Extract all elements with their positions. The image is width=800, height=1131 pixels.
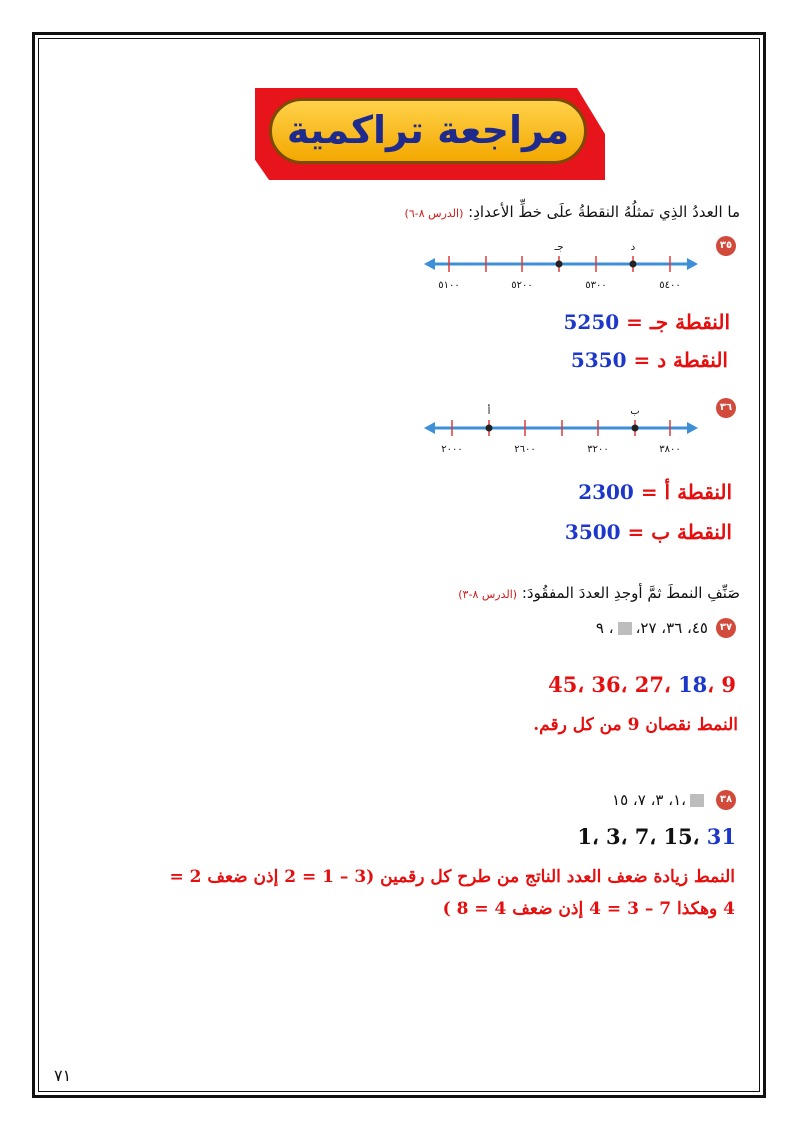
answer-35-jeem — [564, 310, 730, 334]
section1-instruction: ما العددُ الذِي تمثلُهُ النقطةُ علَى خطِّ الأعدادِ: — [468, 203, 740, 221]
answer-38-missing: 31 — [706, 824, 736, 849]
pattern-37: النمط نقصان 9 من كل رقم. — [533, 715, 738, 735]
answer-35-jeem-value: 5250 — [563, 310, 620, 334]
point-label-ba: ب — [630, 406, 640, 417]
answer-37-missing: 18 — [678, 672, 708, 697]
answer-37-end: ، 9 — [707, 672, 736, 697]
answer-35-dal-value: 5350 — [570, 348, 627, 372]
answer-36-alef-value: 2300 — [578, 480, 634, 504]
answer-35-jeem-label: النقطة جـ = — [626, 310, 730, 334]
answer-36-alef-label: النقطة أ = — [640, 480, 732, 504]
section2-heading — [458, 584, 740, 602]
answer-36-ba-value: 3500 — [564, 520, 621, 544]
answer-37-known: 45، 36، 27، — [548, 672, 671, 697]
question-36-number: ٣٦ — [716, 398, 736, 418]
question-38-number: ٣٨ — [716, 790, 736, 810]
answer-37-sequence — [548, 672, 736, 697]
pattern-38-line2: 4 وهكذا 7 – 3 = 4 إذن ضعف 4 = 8 ) — [442, 899, 735, 919]
pattern-38-line1: النمط زيادة ضعف العدد الناتج من طرح كل رقمين (3 – 1 = 2 إذن ضعف 2 = — [169, 867, 735, 887]
tick-label-5100: ٥١٠٠ — [438, 280, 460, 291]
number-line-36 — [420, 402, 710, 462]
tick-label-3200: ٣٢٠٠ — [587, 444, 609, 455]
answer-36-ba-label: النقطة ب = — [627, 520, 732, 544]
page-number: ٧١ — [54, 1066, 72, 1085]
section2-instruction: صَنِّفِ النمطَ ثمَّ أوجدِ العددَ المفقُودَ: — [521, 584, 740, 602]
sequence-38-start: ١، ٣، ٧، ١٥، — [612, 791, 686, 809]
question-37-number: ٣٧ — [716, 618, 736, 638]
sequence-37 — [596, 619, 708, 637]
number-line-36-arrow-left — [424, 422, 435, 434]
sequence-37-end: ، ٩ — [595, 619, 614, 637]
section1-heading — [405, 203, 740, 221]
number-line-35-arrow-right — [687, 258, 698, 270]
number-line-35-arrow-left — [424, 258, 435, 270]
point-alef-36 — [486, 425, 493, 432]
sequence-37-start: ٤٥، ٣٦، ٢٧، — [635, 619, 708, 637]
answer-36-ba — [565, 520, 732, 544]
point-jeem-35 — [556, 261, 563, 268]
answer-38-known: 1، 3، 7، 15، — [577, 824, 700, 849]
tick-label-5300: ٥٣٠٠ — [585, 280, 607, 291]
point-ba-36 — [632, 425, 639, 432]
tick-label-5400: ٥٤٠٠ — [659, 280, 681, 291]
answer-35-dal-label: النقطة د = — [633, 348, 728, 372]
title-banner — [255, 88, 605, 180]
missing-number-box-37 — [618, 622, 632, 635]
section2-lesson-ref: (الدرس ٨-٣) — [458, 588, 518, 601]
tick-label-3800: ٣٨٠٠ — [659, 444, 681, 455]
number-line-35 — [420, 238, 710, 298]
point-label-jeem: جـ — [554, 242, 564, 253]
question-35-number: ٣٥ — [716, 236, 736, 256]
tick-label-2600: ٢٦٠٠ — [514, 444, 536, 455]
section1-lesson-ref: (الدرس ٨-٦) — [404, 207, 464, 220]
answer-36-alef — [578, 480, 732, 504]
point-label-dal: د — [630, 242, 636, 253]
tick-label-5200: ٥٢٠٠ — [511, 280, 533, 291]
banner-title: مراجعة تراكمية — [286, 108, 570, 152]
answer-35-dal — [571, 348, 728, 372]
missing-number-box-38 — [690, 794, 704, 807]
point-dal-35 — [630, 261, 637, 268]
sequence-38 — [612, 791, 708, 809]
point-label-alef: أ — [487, 406, 491, 417]
number-line-36-arrow-right — [687, 422, 698, 434]
answer-38-sequence — [577, 824, 736, 849]
tick-label-2000: ٢٠٠٠ — [441, 444, 463, 455]
page-frame-inner — [38, 38, 760, 1092]
